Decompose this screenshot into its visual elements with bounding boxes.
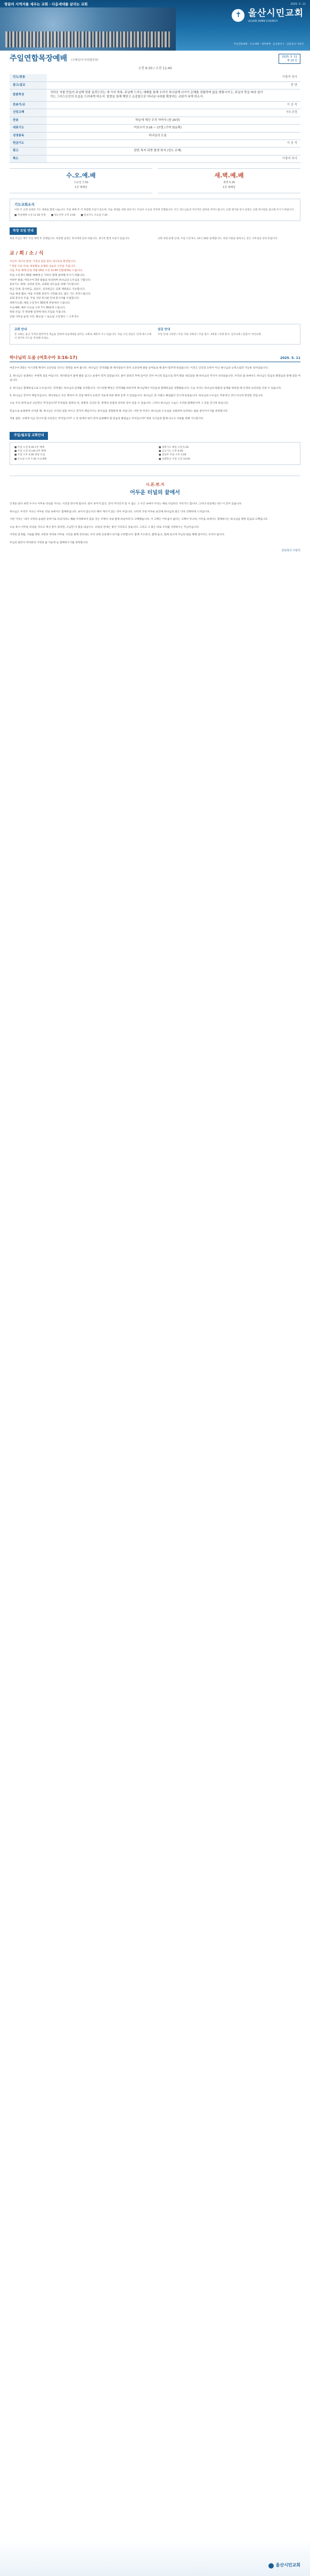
weekly-schedule-title: 주일/월요일 교회안내 [10,432,48,439]
dawn-note: 1강 예배당 [222,185,236,189]
essay-paragraph: 하나님은 우리가 지나는 어두운 터널 속에서도 함께하십니다. 보이지 않는다고 해서 계시지 않는 것이 아닙니다. 오히려 가장 어두운 순간에 하나님의 빛은 더욱 선명하게 드러납니다. [10,510,210,513]
footer [0,2539,310,2576]
wednesday-note: 1강 예배당 [74,185,88,189]
order-value [47,140,268,148]
order-leader: 사도신경 [268,109,300,117]
essay-paragraph: 가정의 달 5월, 서로를 향한 사랑과 격려로 어두운 시간을 함께 견뎌내는 우리 교회 공동체가 되기를 소망합니다. 함께 기도하고, 함께 울고, 함께 웃으며 주님의 빛을 향해 걸어가는 우리가 됩시다. [10,534,225,537]
news-item: 이번주 말씀: 여호수아 3장 말씀을 묵상하며 하나님의 도우심을 구합니다. [10,279,91,282]
order-value [47,74,268,81]
church-logo [232,7,304,23]
notice-item: ■ 중보기도 수요일 7:30 [80,214,108,217]
order-label: 찬송가/교 [10,101,47,109]
essay-tag: 시.론.편.지 [145,482,165,487]
service-title: 주일연합목장예배 [10,54,68,63]
order-row [10,155,300,162]
news-item: 교회 사무실 운영 시간: 화요일 ~ 토요일 오전 9시 ~ 오후 5시 [10,316,79,319]
issue-date: 2025. 5. 11 [290,3,306,6]
order-value [47,155,268,162]
order-row [10,74,300,81]
order-row [10,125,300,132]
order-value [47,101,268,109]
news-item: 교회 봉사자 모집: 주일 식당 봉사와 안내 봉사자를 모집합니다. [10,297,80,300]
weekday-services [10,168,300,193]
news-item: 지난주 새가족 환영: 가정의 달을 맞아 새가족을 환영합니다. [10,260,77,264]
order-label: 광고 [10,148,47,155]
news-item: * 목장 모임 안내: 목장별로 교제와 나눔의 시간을 가집니다. [10,265,76,268]
weekly-schedule [10,442,300,465]
essay-paragraph: 인생을 살다 보면 누구나 어두운 터널을 지나는 시간을 만나게 됩니다. 앞이 보이지 않고, 끝이 어디인지 알 수 없는 그 시간 속에서 우리는 때로 낙심하고 지치기도 합니다. 그러나 터널에는 반드시 끝이 있습니다. [10,502,242,505]
congregation-photo [0,7,176,51]
order-value: 귀하신 자를 만들어 주님께 영광 올려드리는 세 가지 축복, 주님께 드리는 예배를 통해 우리가 하나님께 나아가 은혜를 경험하며 삶을 변화시키고, 주님의 뜻을 따라 살아가는 그리스도인의 모습을 드러내게 하소서. 말씀을 통해 깨닫고 순종함으로 하나님 나라를 확장하는 교회가 되게 하소서. [47,89,268,102]
order-row [10,148,300,155]
notice-item: ■ 주일예배 오전 11:40 본당 [14,214,46,217]
weekly-notice-left: 목장 모임은 매주 주일 예배 후 진행됩니다. 목장별 일정은 목자에게 문의 바랍니다. 새가족 환영 모임이 있습니다. [10,237,130,240]
sermon-header [10,355,300,363]
order-row [10,117,300,124]
dawn-service [158,168,300,193]
order-row [10,89,300,102]
order-value: 여호수아 3:16 ~ 17절 (구약 311쪽) [47,125,268,132]
weekly-notice [10,237,300,241]
weekly-notice-right: 교회 차량 운행 안내: 주일 오전 9시, 10시 30분 운행합니다. 차량 이용을 원하시는 분은 사무실로 연락 바랍니다. [158,237,278,240]
info-right-text: 주일 안내: 1목장 / 주일 식당: 2목장 / 주일 청소: 3목장 / 차량 봉사: 남선교회 / 꽃꽂이: 여선교회 [158,333,261,337]
weekly-schedule-left: ■ 주일 오전 9:30 1부 예배 ■ 주일 오전 11:40 2부 예배 ■ 주일 오후 2:00 목장 모임 ■ 수요일 오후 7:30 수요예배 [14,446,47,461]
service-volume: 제 19 권 [287,59,297,62]
essay-signature: 담임목사 이광석 [281,549,300,552]
service-time: 오전 9:30 / 오전 11:40 [138,67,172,70]
order-row [10,140,300,148]
news-item: 목장 모임: 각 목장별 일정에 따라 모임을 가집니다. [10,311,67,314]
order-label: 신앙고백 [10,109,47,117]
footer-church-name: 울산시민교회 [275,2563,300,2568]
essay-body [10,502,300,546]
news-item: 새벽기도회: 매일 오전 5시 30분에 본당에서 드립니다. [10,302,71,305]
news-item: 다음 세대 캠프: 여름 수련회 준비가 시작됩니다. 많은 기도 부탁드립니다. [10,292,91,296]
news-list [10,260,300,320]
order-leader [268,89,300,102]
church-info: 주일연합예배 · 수요예배 · 새벽예배 · 울산광역시 · 담임목사 이광석 [233,43,304,46]
notice-schedule [14,214,296,217]
sermon-title: 하나님의 도움 (여호수아 3:16-17) [10,355,78,360]
order-leader: 이 공 석 [268,140,300,148]
sermon-paragraph: 1. 하나님은 순종하는 자에게 길을 여십니다. 제사장들이 물에 발을 담그는 순종이 먼저 있었습니다. 물이 갈라진 후에 들어간 것이 아니라 믿음으로 먼저 발을 내딛었을 때 하나님의 역사가 나타났습니다. 우리의 삶 속에서도 하나님은 믿음의 발걸음을 통해 길을 여십니다. [10,374,300,382]
order-value: 하늘에 계신 우리 아버지 (찬 20장) [47,117,268,124]
order-leader: 이 공 석 [268,101,300,109]
order-row [10,81,300,89]
crowd-image [5,31,170,47]
order-label: 참고/설교 [10,81,47,89]
service-date-box [279,54,300,64]
cross-icon: ✝ [232,9,244,22]
notice-text: 이번 주 교회 일정과 기도 제목을 함께 나눕니다. 주일 예배 후 각 목장별 모임이 있으며, 다음 세대를 위한 중보기도 모임이 수요일 저녁에 진행됩니다. 모든 성도님들의 적극적인 참여를 부탁드립니다. 교회 행사와 봉사 일정은 교회 게시판을 참고해 주시기 바랍니다. [14,209,295,212]
news-item: 수요예배: 매주 수요일 오후 7시 30분에 드립니다. [10,306,66,309]
order-leader [268,148,300,155]
service-date: 2025. 5. 11 [282,55,297,59]
sermon-date: 2025. 5. 11 [280,356,300,361]
dawn-time: 새벽 5:30 [223,181,235,185]
info-right-title: 섬김 안내 [158,328,170,331]
order-label: 대표기도 [10,125,47,132]
order-leader: 이광석 목사 [268,155,300,162]
info-left-text: 본 교회는 울산 지역의 땅끝까지 복음을 전하며 다음세대를 살리는 교회로 세워져 가고 있습니다. 처음 오신 분들은 안내 데스크에서 새가족 카드를 작성해 주세요. [14,333,152,340]
order-value: 하나님의 도움 [47,132,268,140]
wednesday-service [10,168,152,193]
header-banner [0,0,310,51]
church-slogan: 땅끝의 사역자를 세우는 교회 · 다음세대를 살리는 교회 [4,2,88,6]
info-box [10,324,300,345]
news-item: 중보기도 제목: 나라와 민족, 교회와 성도들을 위해 기도합니다. [10,283,80,287]
order-label: 말씀묵상 [10,89,47,102]
church-name-english: ULSAN SIMIN CHURCH [248,19,278,23]
sermon-paragraph: 믿음으로 순종하며 나아갈 때, 하나님은 우리의 길을 여시고 끝까지 책임지시는 분이심을 경험하게 될 것입니다. 이번 한 주간도 하나님의 도우심을 신뢰하며 승리하는 삶을 살아가시기를 축복합니다. [10,410,229,413]
sermon-paragraph: 3. 하나님은 끝까지 책임지십니다. 제사장들은 모든 백성이 다 건널 때까지 요단강 가운데 마른 땅에 굳게 서 있었습니다. 하나님은 한 사람도 빠짐없이 건너게 하셨습니다. 하나님의 도우심은 부분적인 것이 아니라 완전한 것입니다. [10,394,264,397]
footer-logo [268,2563,300,2569]
news-item: 다음 주일 예배 안내: 5월 18일 오전 11:40 연합예배로 드립니다. [10,269,83,273]
wednesday-time: 수요일 7:30 [74,181,88,185]
sermon-paragraph: 2. 하나님은 함께하심으로 도우십니다. 언약궤는 하나님의 임재를 상징합니다. 이스라엘 백성은 언약궤를 따라가며 하나님께서 자신들과 함께하심을 경험했습니다. 오늘 우리도 하나님의 말씀과 임재를 따라갈 때 인생의 요단강을 건널 수 있습니다. [10,387,282,390]
header-topline [4,2,306,7]
essay-paragraph: 시편 기자는 '내가 사망의 음침한 골짜기로 다닐지라도 해를 두려워하지 않을 것은 주께서 나와 함께 하심이라'고 고백했습니다. 이 고백은 어두움이 없다는 고백이 아니라, 어두움 속에서도 함께하시는 하나님을 향한 믿음의 고백입니다. [10,518,268,521]
order-leader [268,117,300,124]
church-notice [10,199,300,221]
order-leader [268,125,300,132]
order-label: 찬송 [10,117,47,124]
service-title-bar [10,54,300,64]
news-item: 주일 오전 9시 30분 예배에 온 가족이 함께 참여해 주시기 바랍니다. [10,274,85,277]
sermon-body [10,366,300,421]
order-label: 인도/찬송 [10,74,47,81]
wednesday-title: 수.오.예.배 [66,172,96,179]
dawn-title: 새.벽.예.배 [214,172,244,179]
sermon-paragraph: 여호수아 3장은 이스라엘 백성이 요단강을 건너는 장면을 보여 줍니다. 하나님은 언약궤를 멘 제사장들이 먼저 요단강에 발을 들여놓을 때 물이 멈추게 하셨습니다. 이것은 인간의 능력이 아닌 하나님의 능력으로만 가능한 일이었습니다. [10,367,268,370]
news-item: 헌금 안내: 감사헌금, 십일조, 선교헌금은 교회 계좌로도 가능합니다. [10,288,85,291]
order-row [10,109,300,117]
order-leader: 찬 양 [268,81,300,89]
essay-paragraph: 주님의 평안이 여러분의 가정과 삶 가운데 늘 함께하시기를 축복합니다. [10,542,89,544]
info-left-title: 교회 안내 [14,328,27,331]
order-leader: 이광석 목사 [268,74,300,81]
essay-paragraph: 오늘 혹시 어두운 터널을 지나고 계신 분이 있다면, 조금만 더 힘을 내십시오. 터널의 끝에는 빛이 기다리고 있습니다. 그리고 그 빛은 바로 우리를 사랑하시는 주님이십니다. [10,526,200,529]
notice-title: 기도교회소식 [14,202,35,207]
essay-title: 어두운 터널의 끝에서 [130,490,180,496]
service-subtitle: (주례일/서기/연합목장) [71,59,99,62]
weekly-schedule-right: ■ 새벽기도 매일 오전 5:30 ■ 금요기도 오후 9:00 ■ 청년부 주일 오후 3:00 ■ 교회학교 주일 오전 10:00 [159,446,190,461]
order-value: 한번 목자 되면 평생 목자 (성도 교제) [47,148,268,155]
weekly-notice-title: 목장 모임 안내 [10,227,37,235]
notice-item: ■ 청소년부 오후 2:00 [51,214,76,217]
order-value [47,109,268,117]
sermon-paragraph: 오늘 우리 앞에 놓인 요단강은 무엇입니까? 두려움과 염려의 강, 질병과 고난의 강, 관계의 단절과 상처의 강이 있을 수 있습니다. 그러나 하나님은 오늘도 우리와 함께하시며 그 강을 건너게 하십니다. [10,402,229,405]
sermon-paragraph: 적용 질문: 나에게 지금 건너야 할 요단강은 무엇입니까? 그 강 앞에서 내가 먼저 순종해야 할 믿음의 발걸음은 무엇입니까? 목장 식구들과 함께 나누고 서로를 위해 기도합시다. [10,418,204,421]
order-of-worship [10,74,300,163]
pastor-essay [10,476,300,852]
order-leader [268,132,300,140]
order-label: 성경봉독 [10,132,47,140]
order-value [47,81,268,89]
order-row [10,101,300,109]
news-title: 교 / 회 / 소 / 식 [10,250,44,256]
order-label: 헌금기도 [10,140,47,148]
logo-mark-icon [268,2563,274,2569]
church-name: 울산시민교회 [248,8,304,19]
order-row [10,132,300,140]
order-label: 축도 [10,155,47,162]
